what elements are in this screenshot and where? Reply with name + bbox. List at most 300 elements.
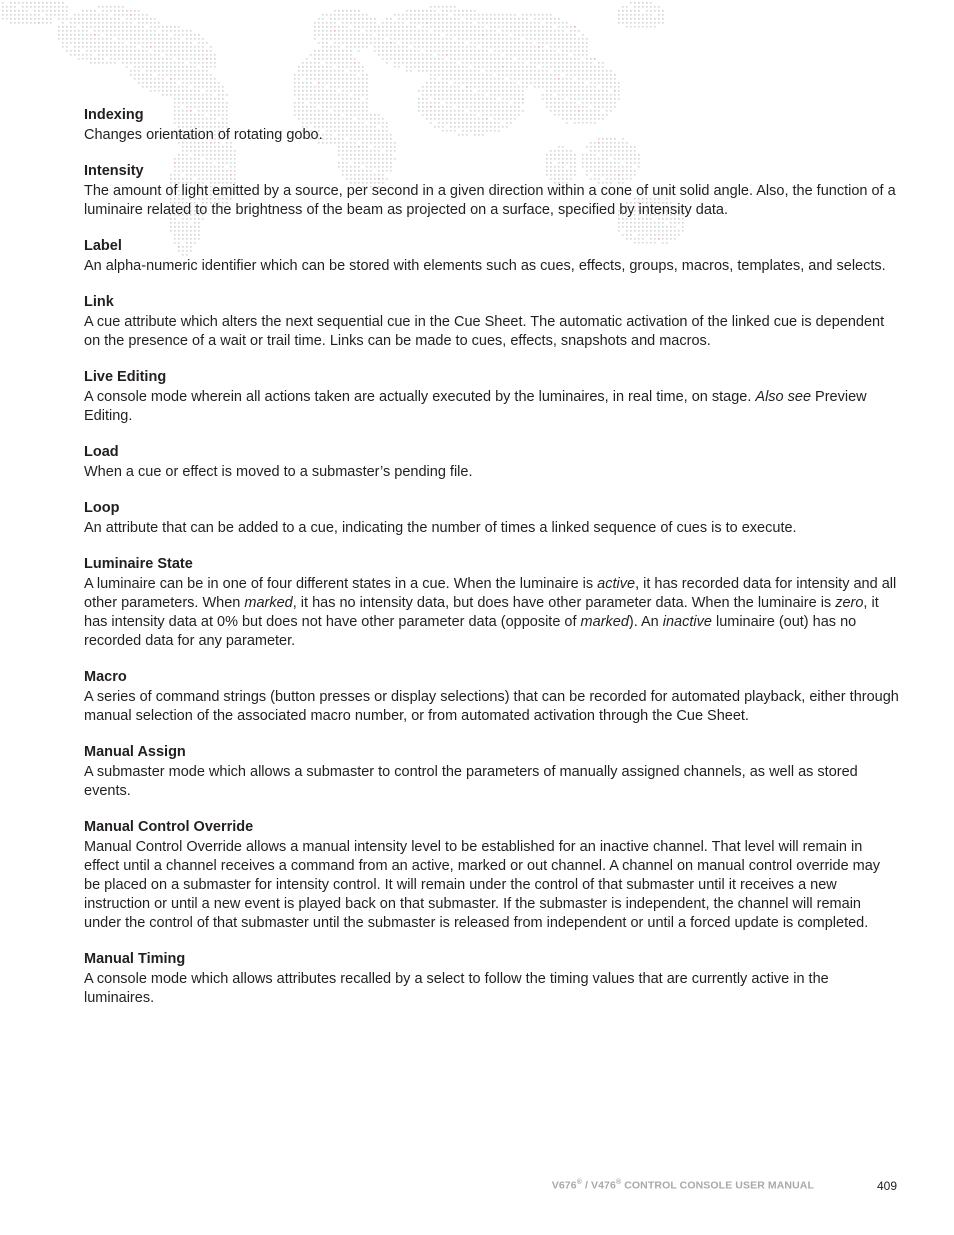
map-dot (630, 18, 632, 20)
map-dot (494, 30, 496, 32)
map-dot (174, 30, 176, 32)
map-dot (470, 54, 472, 56)
map-dot (490, 18, 492, 20)
map-dot (442, 6, 444, 8)
map-dot (586, 38, 588, 40)
map-dot (206, 74, 208, 76)
map-dot (194, 86, 196, 88)
map-dot (194, 66, 196, 68)
map-dot (146, 22, 148, 24)
map-dot (562, 26, 564, 28)
map-dot (150, 18, 152, 20)
map-dot (114, 22, 116, 24)
map-dot (630, 22, 632, 24)
map-dot (450, 70, 452, 72)
map-dot (490, 62, 492, 64)
map-dot (342, 38, 344, 40)
map-dot (494, 22, 496, 24)
map-dot (166, 58, 168, 60)
map-dot (554, 46, 556, 48)
map-dot (350, 46, 352, 48)
map-dot (74, 34, 76, 36)
map-dot (314, 90, 316, 92)
map-dot (534, 26, 536, 28)
map-dot (326, 34, 328, 36)
map-dot (162, 66, 164, 68)
map-dot (118, 26, 120, 28)
map-dot (186, 74, 188, 76)
map-dot (98, 26, 100, 28)
map-dot (546, 14, 548, 16)
glossary-entry (84, 162, 899, 220)
map-dot (514, 46, 516, 48)
map-dot (582, 98, 584, 100)
map-dot (198, 86, 200, 88)
map-dot (342, 10, 344, 12)
map-dot (574, 90, 576, 92)
map-dot (402, 30, 404, 32)
map-dot (394, 26, 396, 28)
map-dot (122, 42, 124, 44)
map-dot (330, 34, 332, 36)
map-dot (182, 66, 184, 68)
map-dot (134, 38, 136, 40)
map-dot (514, 34, 516, 36)
map-dot (186, 54, 188, 56)
map-dot (530, 38, 532, 40)
map-dot (418, 30, 420, 32)
map-dot (450, 30, 452, 32)
map-dot (502, 82, 504, 84)
map-dot (62, 38, 64, 40)
map-dot (554, 90, 556, 92)
map-dot (162, 42, 164, 44)
map-dot (422, 26, 424, 28)
map-dot (146, 30, 148, 32)
map-dot (414, 30, 416, 32)
map-dot (486, 98, 488, 100)
map-dot (534, 82, 536, 84)
map-dot (454, 70, 456, 72)
map-dot (546, 86, 548, 88)
map-dot (462, 66, 464, 68)
definition-text: luminaire (out) has no recorded data for any parameter. (84, 614, 857, 649)
map-dot (330, 70, 332, 72)
map-dot (142, 42, 144, 44)
map-dot (206, 66, 208, 68)
map-dot (338, 86, 340, 88)
map-dot (482, 50, 484, 52)
map-dot (134, 50, 136, 52)
map-dot (334, 90, 336, 92)
map-dot (50, 18, 52, 20)
map-dot (570, 74, 572, 76)
map-dot (70, 26, 72, 28)
map-dot (38, 6, 40, 8)
map-dot (606, 102, 608, 104)
map-dot (54, 2, 56, 4)
map-dot (526, 22, 528, 24)
map-dot (70, 34, 72, 36)
map-dot (82, 14, 84, 16)
map-dot (494, 38, 496, 40)
map-dot (510, 90, 512, 92)
map-dot (422, 66, 424, 68)
map-dot (630, 14, 632, 16)
map-dot (106, 38, 108, 40)
map-dot (202, 50, 204, 52)
map-dot (342, 14, 344, 16)
map-dot (170, 26, 172, 28)
map-dot (318, 86, 320, 88)
map-dot (182, 102, 184, 104)
map-dot (202, 62, 204, 64)
map-dot (134, 14, 136, 16)
map-dot (186, 82, 188, 84)
map-dot (366, 14, 368, 16)
map-dot (458, 38, 460, 40)
map-dot (482, 62, 484, 64)
map-dot (330, 90, 332, 92)
map-dot (626, 14, 628, 16)
map-dot (530, 14, 532, 16)
map-dot (142, 34, 144, 36)
map-dot (490, 70, 492, 72)
map-dot (554, 54, 556, 56)
map-dot (38, 22, 40, 24)
map-dot (314, 74, 316, 76)
map-dot (442, 70, 444, 72)
map-dot (458, 70, 460, 72)
map-dot (538, 30, 540, 32)
map-dot (494, 50, 496, 52)
map-dot (142, 62, 144, 64)
map-dot (414, 42, 416, 44)
map-dot (338, 94, 340, 96)
map-dot (126, 58, 128, 60)
map-dot (358, 30, 360, 32)
map-dot (102, 46, 104, 48)
map-dot (434, 34, 436, 36)
map-dot (294, 102, 296, 104)
map-dot (138, 18, 140, 20)
map-dot (90, 50, 92, 52)
map-dot (414, 54, 416, 56)
map-dot (122, 22, 124, 24)
map-dot (546, 42, 548, 44)
map-dot (186, 34, 188, 36)
map-dot (558, 70, 560, 72)
map-dot (330, 86, 332, 88)
map-dot (298, 90, 300, 92)
map-dot (506, 22, 508, 24)
map-dot (358, 50, 360, 52)
map-dot (18, 14, 20, 16)
map-dot (426, 90, 428, 92)
map-dot (478, 30, 480, 32)
map-dot (470, 74, 472, 76)
map-dot (610, 102, 612, 104)
map-dot (458, 26, 460, 28)
map-dot (42, 18, 44, 20)
map-dot (302, 70, 304, 72)
map-dot (646, 14, 648, 16)
map-dot (642, 6, 644, 8)
map-dot (322, 90, 324, 92)
map-dot (362, 94, 364, 96)
map-dot (198, 102, 200, 104)
map-dot (486, 66, 488, 68)
map-dot (434, 46, 436, 48)
map-dot (338, 54, 340, 56)
map-dot (566, 90, 568, 92)
map-dot (382, 54, 384, 56)
map-dot (522, 94, 524, 96)
map-dot (326, 30, 328, 32)
map-dot (206, 50, 208, 52)
map-dot (214, 86, 216, 88)
map-dot (426, 22, 428, 24)
map-dot (442, 58, 444, 60)
map-dot (26, 14, 28, 16)
map-dot (98, 14, 100, 16)
map-dot (330, 22, 332, 24)
map-dot (386, 18, 388, 20)
map-dot (326, 14, 328, 16)
map-dot (90, 10, 92, 12)
map-dot (78, 34, 80, 36)
map-dot (470, 62, 472, 64)
map-dot (422, 14, 424, 16)
map-dot (154, 26, 156, 28)
map-dot (390, 42, 392, 44)
map-dot (450, 34, 452, 36)
map-dot (406, 30, 408, 32)
map-dot (466, 54, 468, 56)
map-dot (162, 46, 164, 48)
map-dot (38, 2, 40, 4)
map-dot (450, 6, 452, 8)
map-dot (502, 22, 504, 24)
glossary-entry (84, 106, 899, 145)
map-dot (462, 58, 464, 60)
map-dot (538, 42, 540, 44)
map-dot (574, 30, 576, 32)
map-dot (134, 30, 136, 32)
map-dot (386, 26, 388, 28)
map-dot (454, 58, 456, 60)
glossary-term: Manual Assign (84, 744, 186, 760)
map-dot (350, 54, 352, 56)
map-dot (482, 102, 484, 104)
map-dot (214, 98, 216, 100)
map-dot (202, 46, 204, 48)
map-dot (446, 14, 448, 16)
map-dot (170, 46, 172, 48)
map-dot (606, 86, 608, 88)
map-dot (134, 66, 136, 68)
map-dot (142, 78, 144, 80)
map-dot (610, 86, 612, 88)
map-dot (426, 30, 428, 32)
map-dot (414, 58, 416, 60)
map-dot (458, 46, 460, 48)
map-dot (478, 102, 480, 104)
map-dot (158, 38, 160, 40)
map-dot (382, 58, 384, 60)
map-dot (138, 62, 140, 64)
map-dot (346, 58, 348, 60)
map-dot (346, 74, 348, 76)
map-dot (190, 46, 192, 48)
map-dot (438, 18, 440, 20)
map-dot (86, 30, 88, 32)
map-dot (450, 86, 452, 88)
map-dot (346, 46, 348, 48)
map-dot (386, 54, 388, 56)
map-dot (190, 38, 192, 40)
map-dot (578, 86, 580, 88)
map-dot (550, 62, 552, 64)
map-dot (394, 54, 396, 56)
map-dot (94, 14, 96, 16)
map-dot (522, 90, 524, 92)
glossary-content (84, 106, 899, 1025)
map-dot (154, 30, 156, 32)
map-dot (362, 14, 364, 16)
map-dot (438, 38, 440, 40)
map-dot (190, 54, 192, 56)
map-dot (358, 62, 360, 64)
map-dot (454, 86, 456, 88)
map-dot (70, 50, 72, 52)
map-dot (122, 34, 124, 36)
map-dot (506, 98, 508, 100)
map-dot (134, 46, 136, 48)
map-dot (398, 22, 400, 24)
map-dot (582, 78, 584, 80)
map-dot (398, 66, 400, 68)
map-dot (570, 50, 572, 52)
map-dot (558, 18, 560, 20)
map-dot (562, 58, 564, 60)
map-dot (150, 82, 152, 84)
map-dot (498, 58, 500, 60)
map-dot (414, 26, 416, 28)
map-dot (462, 54, 464, 56)
map-dot (314, 98, 316, 100)
map-dot (558, 74, 560, 76)
map-dot (74, 18, 76, 20)
map-dot (534, 78, 536, 80)
map-dot (378, 26, 380, 28)
map-dot (430, 82, 432, 84)
map-dot (502, 58, 504, 60)
map-dot (206, 98, 208, 100)
map-dot (90, 34, 92, 36)
map-dot (450, 18, 452, 20)
map-dot (182, 98, 184, 100)
map-dot (542, 34, 544, 36)
map-dot (82, 46, 84, 48)
map-dot (142, 38, 144, 40)
map-dot (438, 46, 440, 48)
map-dot (122, 62, 124, 64)
map-dot (138, 34, 140, 36)
map-dot (170, 54, 172, 56)
map-dot (206, 62, 208, 64)
map-dot (486, 54, 488, 56)
map-dot (150, 42, 152, 44)
map-dot (350, 66, 352, 68)
map-dot (398, 38, 400, 40)
map-dot (394, 50, 396, 52)
map-dot (482, 78, 484, 80)
map-dot (198, 90, 200, 92)
map-dot (126, 38, 128, 40)
map-dot (366, 18, 368, 20)
map-dot (158, 62, 160, 64)
map-dot (434, 22, 436, 24)
map-dot (334, 50, 336, 52)
map-dot (318, 22, 320, 24)
map-dot (446, 78, 448, 80)
map-dot (326, 98, 328, 100)
map-dot (570, 34, 572, 36)
map-dot (118, 22, 120, 24)
map-dot (514, 62, 516, 64)
map-dot (486, 46, 488, 48)
map-dot (114, 34, 116, 36)
map-dot (322, 98, 324, 100)
map-dot (134, 62, 136, 64)
map-dot (342, 42, 344, 44)
map-dot (322, 54, 324, 56)
map-dot (650, 2, 652, 4)
map-dot (570, 46, 572, 48)
map-dot (618, 22, 620, 24)
map-dot (158, 74, 160, 76)
map-dot (46, 10, 48, 12)
map-dot (154, 86, 156, 88)
map-dot (322, 26, 324, 28)
map-dot (574, 62, 576, 64)
map-dot (146, 58, 148, 60)
map-dot (562, 30, 564, 32)
map-dot (382, 38, 384, 40)
map-dot (498, 86, 500, 88)
map-dot (470, 50, 472, 52)
map-dot (554, 42, 556, 44)
map-dot (562, 50, 564, 52)
map-dot (522, 54, 524, 56)
map-dot (430, 18, 432, 20)
map-dot (430, 86, 432, 88)
map-dot (466, 62, 468, 64)
footer-manual-title: V676® / V476® CONTROL CONSOLE USER MANUAL (551, 1179, 814, 1192)
map-dot (542, 70, 544, 72)
map-dot (102, 10, 104, 12)
map-dot (326, 90, 328, 92)
map-dot (458, 74, 460, 76)
map-dot (94, 26, 96, 28)
map-dot (542, 86, 544, 88)
map-dot (414, 62, 416, 64)
map-dot (402, 14, 404, 16)
map-dot (626, 6, 628, 8)
map-dot (178, 70, 180, 72)
map-dot (506, 46, 508, 48)
